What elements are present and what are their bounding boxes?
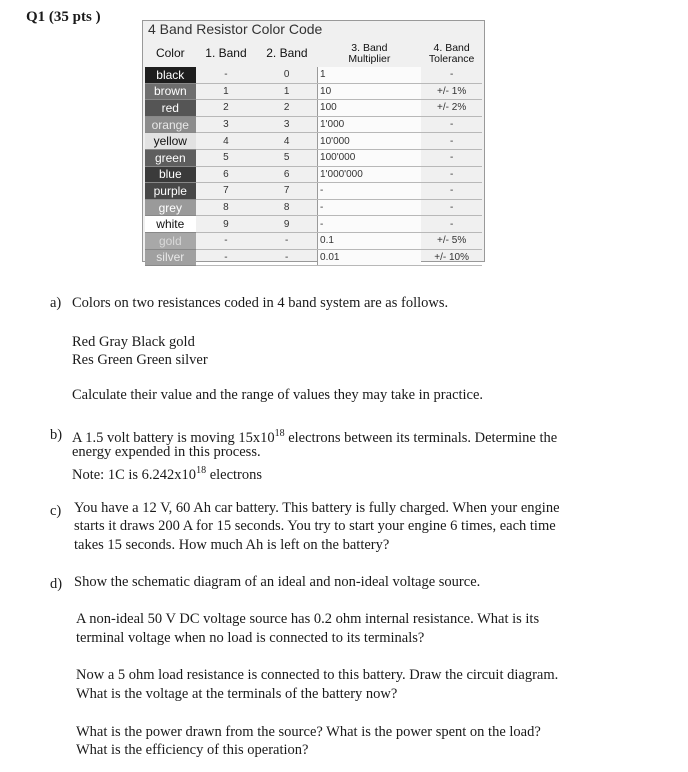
band2-cell: -	[256, 232, 317, 249]
question-b-line1-exponent: 18	[274, 428, 285, 439]
tolerance-cell: -	[421, 149, 482, 166]
tolerance-cell: +/- 5%	[421, 232, 482, 249]
question-b-line3-post: electrons	[206, 466, 263, 483]
column-header-color: Color	[155, 46, 185, 60]
multiplier-cell: 10	[318, 83, 422, 100]
question-c-line2: starts it draws 200 A for 15 seconds. You try to start your engine 6 times, each time	[74, 518, 556, 534]
band2-cell: 9	[256, 216, 317, 233]
color-swatch-cell: orange	[145, 116, 196, 133]
band1-cell: 7	[196, 183, 257, 200]
band1-cell: 9	[196, 216, 257, 233]
tolerance-cell: +/- 1%	[421, 83, 482, 100]
question-d-line4: Now a 5 ohm load resistance is connected to this battery. Draw the circuit diagram.	[76, 667, 559, 683]
band1-cell: -	[196, 232, 257, 249]
question-a-label: a)	[50, 295, 62, 311]
column-header-multiplier-text: 3. Band Multiplier	[348, 41, 391, 65]
multiplier-cell: -	[318, 216, 422, 233]
band2-cell: 3	[256, 116, 317, 133]
color-swatch-cell: blue	[145, 166, 196, 183]
column-header-tolerance-text: 4. Band Tolerance	[428, 41, 475, 65]
band1-cell: 4	[196, 133, 257, 150]
question-b-label: b)	[50, 427, 63, 443]
color-swatch-cell: purple	[145, 183, 196, 200]
question-a-line2: Calculate their value and the range of values they may take in practice.	[72, 387, 484, 403]
band1-cell: 5	[196, 149, 257, 166]
tolerance-cell: -	[421, 183, 482, 200]
color-swatch-cell: white	[145, 216, 196, 233]
band1-cell: 2	[196, 100, 257, 117]
question-b-line1-pre: A 1.5 volt battery is moving 15x10	[72, 429, 275, 446]
multiplier-cell: 0.01	[318, 249, 422, 266]
question-b-line3	[72, 462, 262, 484]
band2-cell: 5	[256, 149, 317, 166]
tolerance-cell: +/- 2%	[421, 100, 482, 117]
question-d-line2: A non-ideal 50 V DC voltage source has 0.2 ohm internal resistance. What is its	[76, 611, 540, 627]
question-d-line1: Show the schematic diagram of an ideal and non-ideal voltage source.	[74, 574, 481, 590]
column-header-band1: 1. Band	[205, 46, 247, 60]
color-swatch-cell: brown	[145, 83, 196, 100]
question-c-label: c)	[50, 503, 62, 519]
band2-cell: 7	[256, 183, 317, 200]
color-swatch-cell: gold	[145, 232, 196, 249]
band1-cell: -	[196, 249, 257, 266]
question-a-code2: Res Green Green silver	[72, 352, 208, 368]
column-header-band2: 2. Band	[266, 46, 308, 60]
band2-cell: 0	[256, 67, 317, 83]
question-d-label: d)	[50, 576, 63, 592]
question-a-code1: Red Gray Black gold	[72, 334, 195, 350]
question-header: Q1 (35 pts )	[26, 9, 101, 25]
band1-cell: 6	[196, 166, 257, 183]
multiplier-cell: 1	[318, 67, 422, 83]
tolerance-cell: -	[421, 133, 482, 150]
tolerance-cell: -	[421, 216, 482, 233]
question-b-line1-post: electrons between its terminals. Determine the	[284, 429, 558, 446]
tolerance-cell: -	[421, 166, 482, 183]
tolerance-cell: +/- 10%	[421, 249, 482, 266]
color-swatch-cell: green	[145, 149, 196, 166]
tolerance-cell: -	[421, 199, 482, 216]
question-b-line2: energy expended in this process.	[72, 444, 261, 460]
question-b-line3-exponent: 18	[196, 465, 207, 476]
tolerance-cell: -	[421, 67, 482, 83]
band1-cell: -	[196, 67, 257, 83]
color-swatch-cell: black	[145, 67, 196, 83]
color-swatch-cell: red	[145, 100, 196, 117]
band2-cell: 1	[256, 83, 317, 100]
multiplier-cell: 100'000	[318, 149, 422, 166]
question-d-line6: What is the power drawn from the source? What is the power spent on the load?	[76, 724, 541, 740]
color-swatch-cell: grey	[145, 199, 196, 216]
question-d-line3: terminal voltage when no load is connected to its terminals?	[76, 630, 425, 646]
question-b-line3-pre: Note: 1C is 6.242x10	[72, 466, 197, 483]
tolerance-cell: -	[421, 116, 482, 133]
question-c-line3: takes 15 seconds. How much Ah is left on the battery?	[74, 537, 390, 553]
band2-cell: -	[256, 249, 317, 266]
question-d-line7: What is the efficiency of this operation?	[76, 742, 309, 758]
multiplier-cell: 10'000	[318, 133, 422, 150]
table-title: 4 Band Resistor Color Code	[148, 21, 323, 37]
question-a-line1: Colors on two resistances coded in 4 band system are as follows.	[72, 295, 449, 311]
multiplier-cell: 1'000'000	[318, 166, 422, 183]
question-d-line5: What is the voltage at the terminals of the battery now?	[76, 686, 398, 702]
question-c-line1: You have a 12 V, 60 Ah car battery. This battery is fully charged. When your engine	[74, 500, 560, 516]
band1-cell: 1	[196, 83, 257, 100]
band2-cell: 8	[256, 199, 317, 216]
color-swatch-cell: yellow	[145, 133, 196, 150]
color-swatch-cell: silver	[145, 249, 196, 266]
multiplier-cell: -	[318, 183, 422, 200]
band2-cell: 4	[256, 133, 317, 150]
multiplier-cell: 0.1	[318, 232, 422, 249]
band2-cell: 2	[256, 100, 317, 117]
multiplier-cell: 1'000	[318, 116, 422, 133]
band1-cell: 3	[196, 116, 257, 133]
band1-cell: 8	[196, 199, 257, 216]
multiplier-cell: -	[318, 199, 422, 216]
multiplier-cell: 100	[318, 100, 422, 117]
band2-cell: 6	[256, 166, 317, 183]
